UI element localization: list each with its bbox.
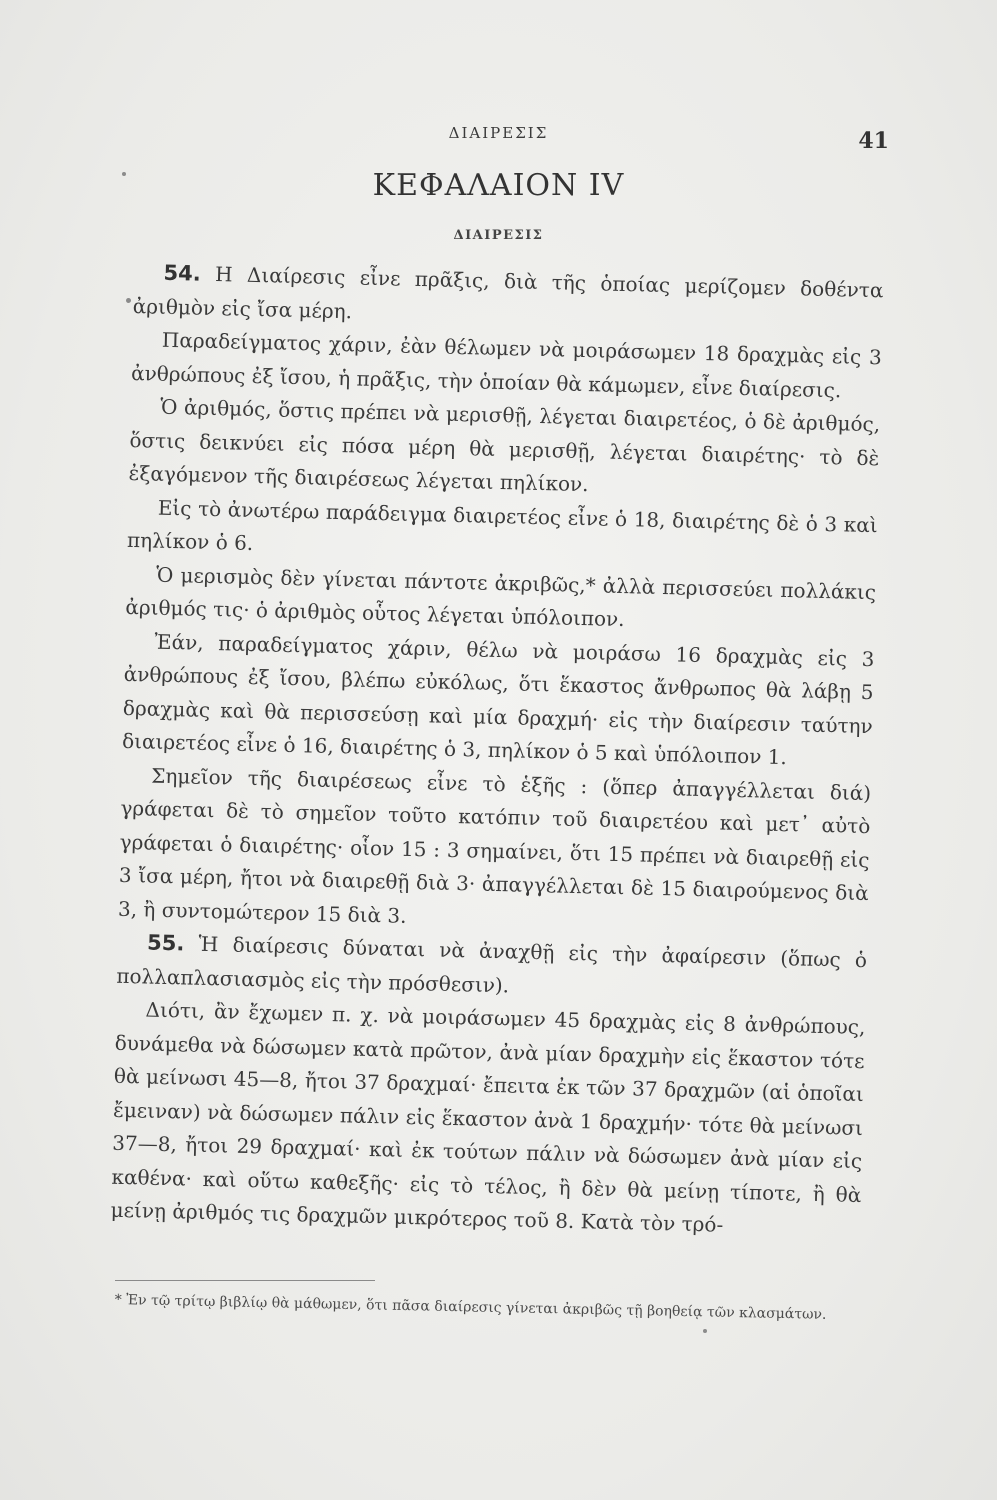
paragraph-text: Η Διαίρεσις εἶνε πρᾶξις, διὰ τῆς ὁποίας μερίζομεν δοθέντα ἀριθμὸν εἰς ἴσα μέρη.: [132, 261, 884, 323]
paragraph: [122, 624, 875, 776]
paragraph: [128, 390, 880, 509]
print-speck: [126, 298, 131, 303]
body-text: [110, 256, 884, 1246]
paragraph: [118, 758, 872, 944]
page-number: 41: [858, 128, 889, 154]
paragraph-text: Ἐάν, παραδείγματος χάριν, θέλω νὰ μοιράσω 16 δραχμὰς εἰς 3 ἀνθρώπους ἐξ ἴσου, βλέπω εὐκόλως, ὅτι ἕκαστος ἄνθρωπος θὰ λάβῃ 5 δραχμὰς καὶ θὰ περισσεύσῃ καὶ μία δραχμή· εἰς τὴν διαίρεσιν ταύτην διαιρετέος εἶνε ὁ 16, διαιρέτης ὁ 3, πηλίκον ὁ 5 καὶ ὑπόλοιπον 1.: [121, 629, 875, 770]
footnote: * Ἐν τῷ τρίτῳ βιβλίῳ θὰ μάθωμεν, ὅτι πᾶσα διαίρεσις γίνεται ἀκριβῶς τῇ βοηθείᾳ τῶν κλασμάτων.: [114, 1291, 827, 1323]
chapter-title: ΚΕΦΑΛΑΙΟΝ IV: [372, 168, 625, 203]
paragraph-text: Ὁ ἀριθμός, ὅστις πρέπει νὰ μερισθῇ, λέγεται διαιρετέος, ὁ δὲ ἀριθμός, ὅστις δεικνύει εἰς πόσα μέρη θὰ μερισθῇ, λέγεται διαιρέτης· τὸ δὲ ἐξαγόμενον τῆς διαιρέσεως λέγεται πηλίκον.: [128, 394, 881, 497]
print-speck: [703, 1329, 707, 1333]
paragraph-text: Παραδείγματος χάριν, ἐὰν θέλωμεν νὰ μοιράσωμεν 18 δραχμὰς εἰς 3 ἀνθρώπους ἐξ ἴσου, ἡ πρᾶξις, τὴν ὁποίαν θὰ κάμωμεν, εἶνε διαίρεσις.: [130, 327, 883, 402]
paragraph-number: 55.: [146, 930, 185, 956]
paragraph-text: Ὁ μερισμὸς δὲν γίνεται πάντοτε ἀκριβῶς,* ἀλλὰ περισσεύει πολλάκις ἀριθμός τις· ὁ ἀριθμὸς οὗτος λέγεται ὑπόλοιπον.: [125, 562, 877, 632]
paragraph-text: Διότι, ἂν ἔχωμεν π. χ. νὰ μοιράσωμεν 45 δραχμὰς εἰς 8 ἀνθρώπους, δυνάμεθα νὰ δώσωμεν κατὰ πρῶτον, ἀνὰ μίαν δραχμὴν εἰς ἕκαστον τότε θὰ μείνωσι 45—8, ἤτοι 37 δραχμαί· ἔπειτα ἐκ τῶν 37 δραχμῶν (αἱ ὁποῖαι ἔμειναν) νὰ δώσωμεν πάλιν εἰς ἕκαστον ἀνὰ 1 δραχμήν· τότε θὰ μείνωσι 37—8, ἤτοι 29 δραχμαί· καὶ ἐκ τούτων πάλιν νὰ δώσωμεν ἀνὰ μίαν εἰς καθένα· καὶ οὕτω καθεξῆς· εἰς τὸ τέλος, ἢ δὲν θὰ μείνῃ τίποτε, ἢ θὰ μείνῃ ἀριθμός τις δραχμῶν μικρότερος τοῦ 8. Κατὰ τὸν τρό-: [110, 997, 866, 1237]
running-head: ΔΙΑΙΡΕΣΙΣ: [448, 124, 549, 142]
print-speck: [122, 172, 126, 176]
paragraph-text: Ἡ διαίρεσις δύναται νὰ ἀναχθῇ εἰς τὴν ἀφαίρεσιν (ὅπως ὁ πολλαπλασιασμὸς εἰς τὴν πρόσθεσιν).: [116, 931, 868, 997]
paragraph-text: Εἰς τὸ ἀνωτέρω παράδειγμα διαιρετέος εἶνε ὁ 18, διαιρέτης δὲ ὁ 3 καὶ πηλίκον ὁ 6.: [126, 495, 878, 555]
section-title: ΔΙΑΙΡΕΣΙΣ: [453, 228, 544, 243]
footnote-divider: [115, 1280, 375, 1281]
paragraph-number: 54.: [163, 260, 202, 286]
paragraph: [110, 993, 866, 1246]
paragraph-text: Σημεῖον τῆς διαιρέσεως εἶνε τὸ ἑξῆς : (ὅπερ ἀπαγγέλλεται διά) γράφεται δὲ τὸ σημεῖον τοῦτο κατόπιν τοῦ διαιρετέου καὶ μετ᾽ αὐτὸ γράφεται ὁ διαιρέτης· οἷον 15 : 3 σημαίνει, ὅτι 15 πρέπει νὰ διαιρεθῇ εἰς 3 ἴσα μέρη, ἤτοι νὰ διαιρεθῇ διὰ 3· ἀπαγγέλλεται δὲ 15 διαιρούμενος διὰ 3, ἢ συντομώτερον 15 διὰ 3.: [117, 763, 872, 928]
